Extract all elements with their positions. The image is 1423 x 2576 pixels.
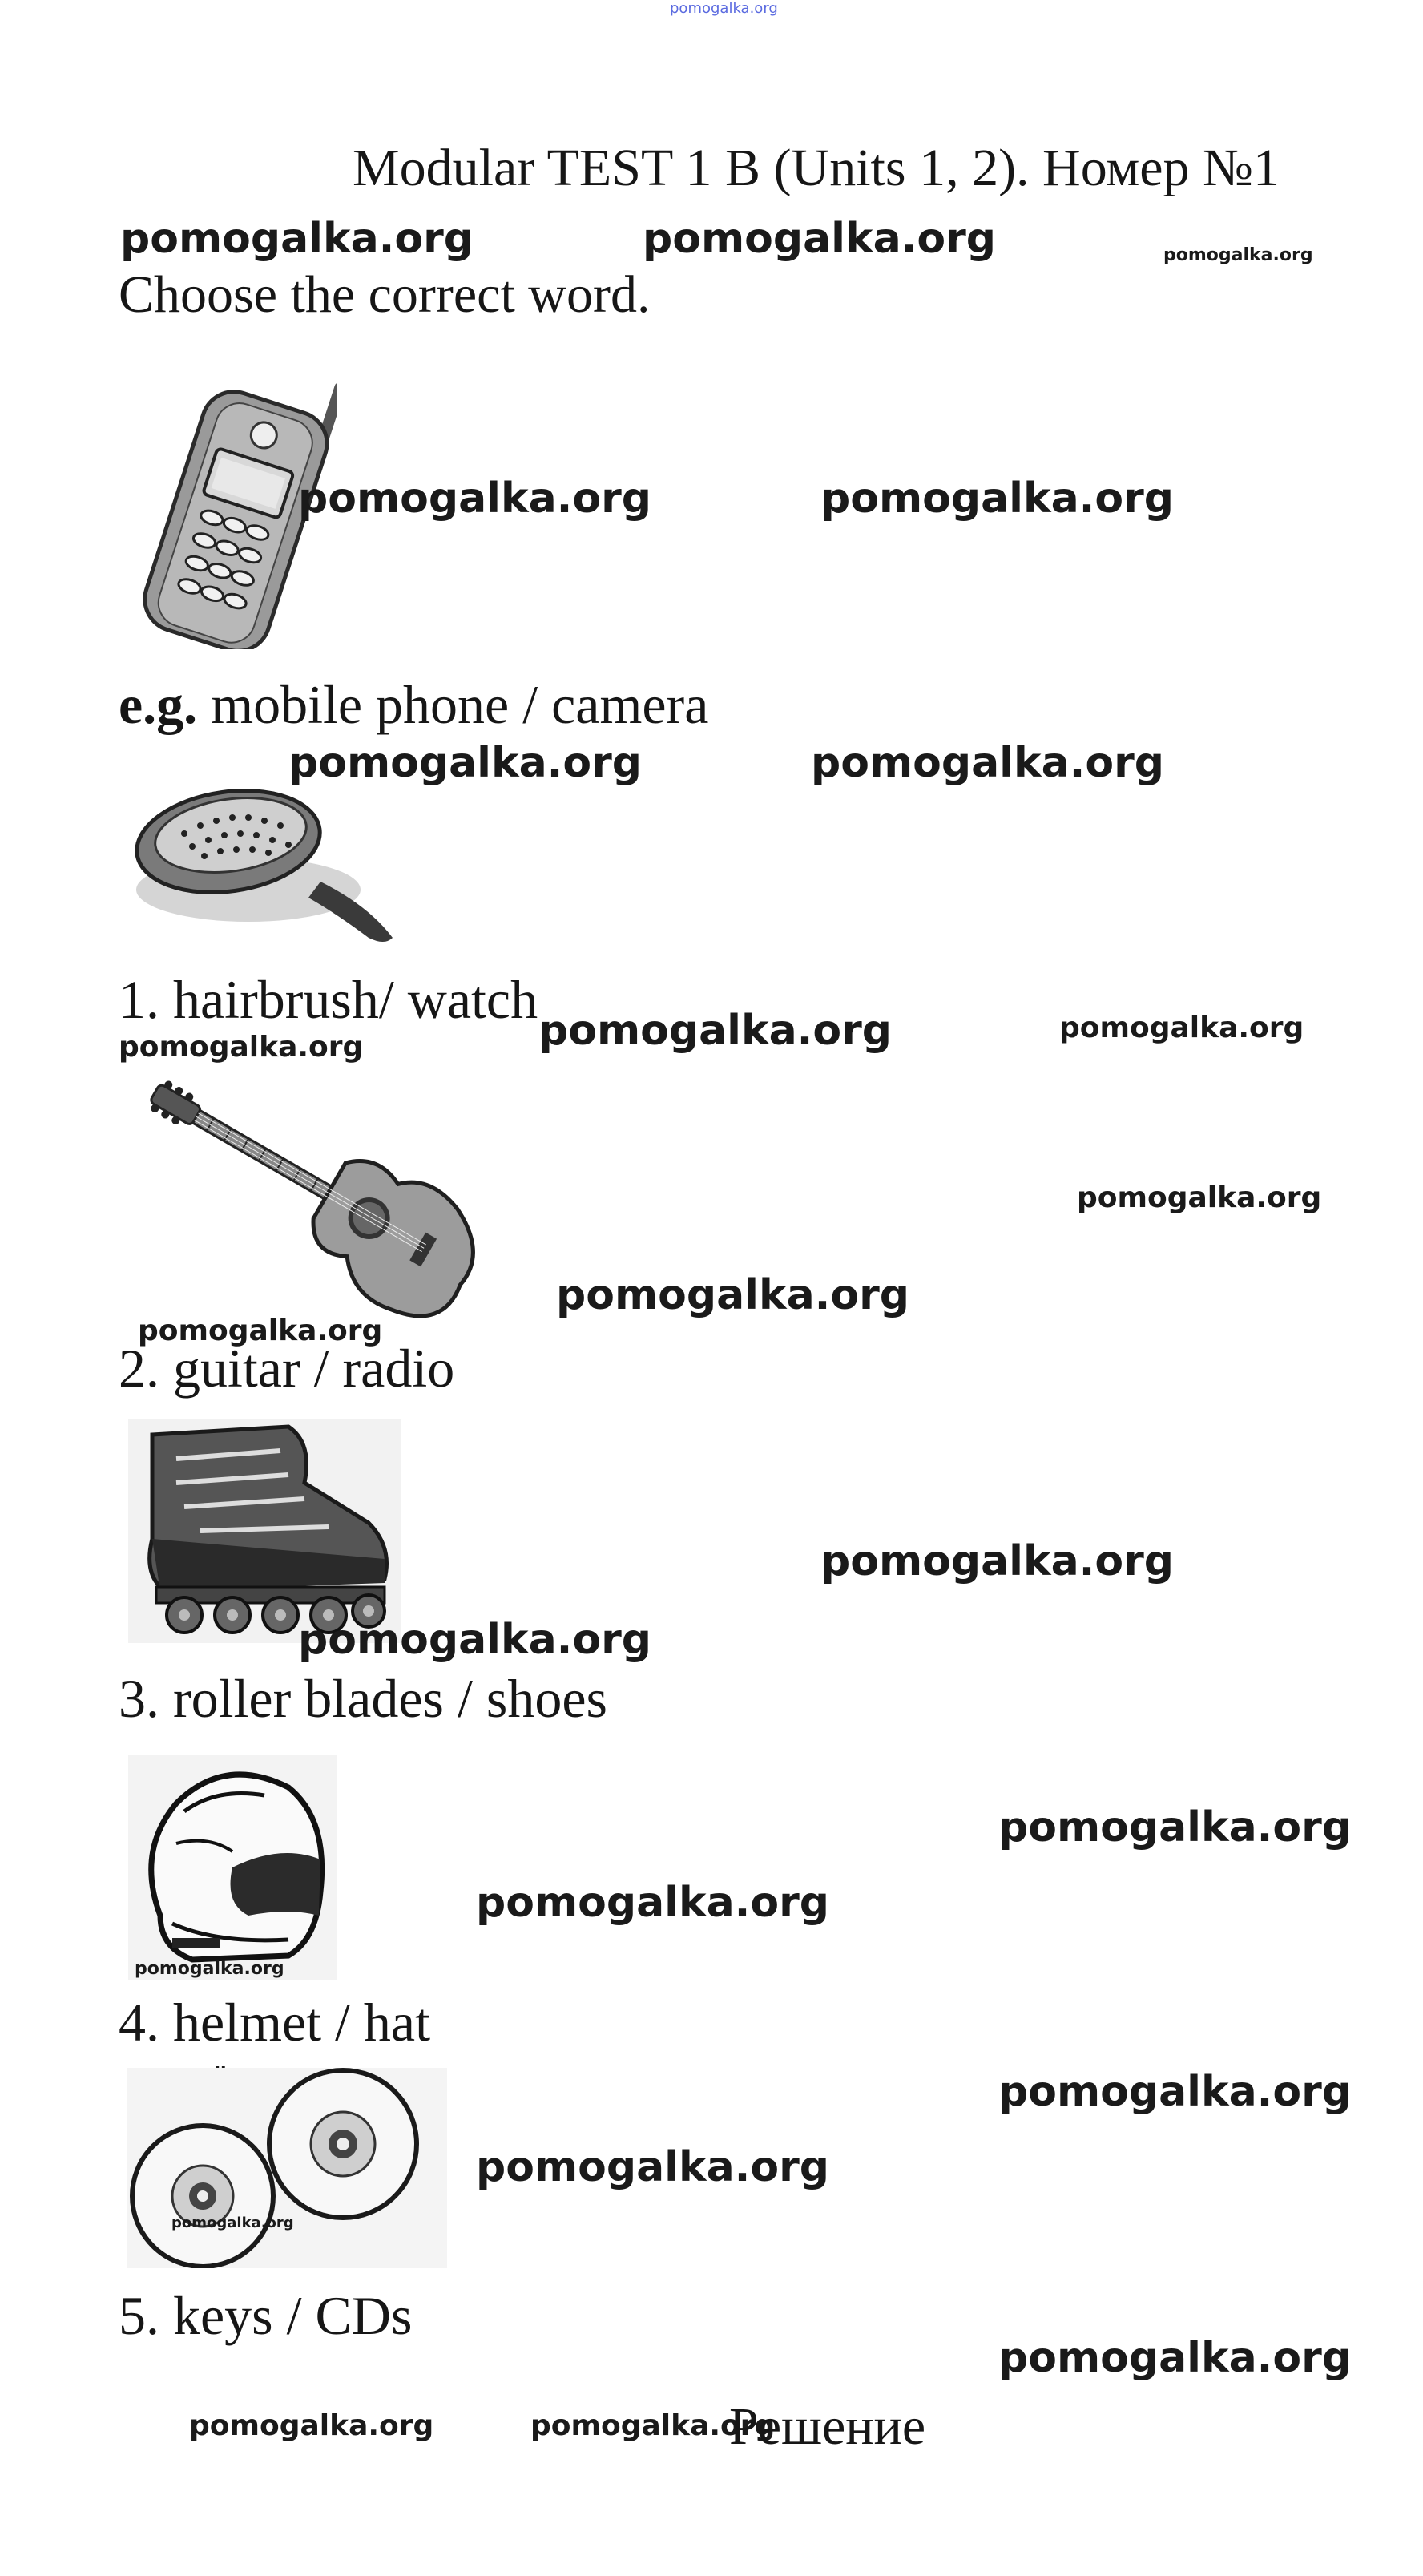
watermark: pomogalka.org — [171, 2215, 294, 2231]
watermark: pomogalka.org — [189, 2409, 434, 2442]
watermark: pomogalka.org — [1163, 245, 1313, 265]
watermark: pomogalka.org — [530, 2409, 776, 2442]
watermark: pomogalka.org — [135, 1959, 284, 1979]
item-text: 3. roller blades / shoes — [119, 1668, 607, 1729]
page-title: Modular TEST 1 B (Units 1, 2). Номер №1 — [353, 139, 1280, 197]
helmet-icon — [128, 1755, 337, 1980]
cds-icon — [127, 2068, 447, 2268]
watermark: pomogalka.org — [998, 2334, 1352, 2382]
watermark: pomogalka.org — [119, 1031, 364, 1064]
guitar-icon — [136, 1058, 505, 1322]
watermark: pomogalka.org — [138, 1314, 383, 1347]
example-prefix: e.g. — [119, 674, 198, 735]
watermark: pomogalka.org — [1059, 1011, 1304, 1044]
watermark: pomogalka.org — [538, 1007, 893, 1055]
watermark: pomogalka.org — [811, 739, 1165, 787]
top-watermark: pomogalka.org — [670, 0, 778, 17]
example-line — [119, 673, 708, 737]
watermark: pomogalka.org — [820, 1537, 1175, 1585]
item-text: 4. helmet / hat — [119, 1992, 431, 2053]
hairbrush-icon — [128, 769, 409, 946]
watermark: pomogalka.org — [998, 2068, 1352, 2116]
watermark: pomogalka.org — [120, 215, 474, 263]
item-text: 5. keys / CDs — [119, 2285, 413, 2346]
item-text: 1. hairbrush/ watch — [119, 969, 538, 1030]
item-text: 2. guitar / radio — [119, 1338, 455, 1399]
watermark: pomogalka.org — [298, 1616, 652, 1664]
instruction-text: Choose the correct word. — [119, 265, 651, 324]
example-text: mobile phone / camera — [211, 674, 709, 735]
watermark: pomogalka.org — [476, 1879, 830, 1927]
watermark: pomogalka.org — [476, 2143, 830, 2191]
roller-blades-icon — [128, 1419, 401, 1643]
watermark: pomogalka.org — [643, 215, 997, 263]
watermark: pomogalka.org — [820, 474, 1175, 523]
watermark: pomogalka.org — [298, 474, 652, 523]
watermark: pomogalka.org — [288, 739, 643, 787]
watermark: pomogalka.org — [556, 1271, 910, 1319]
watermark: pomogalka.org — [998, 1803, 1352, 1851]
solution-link[interactable]: Решение — [729, 2397, 926, 2456]
watermark: pomogalka.org — [1077, 1181, 1322, 1214]
